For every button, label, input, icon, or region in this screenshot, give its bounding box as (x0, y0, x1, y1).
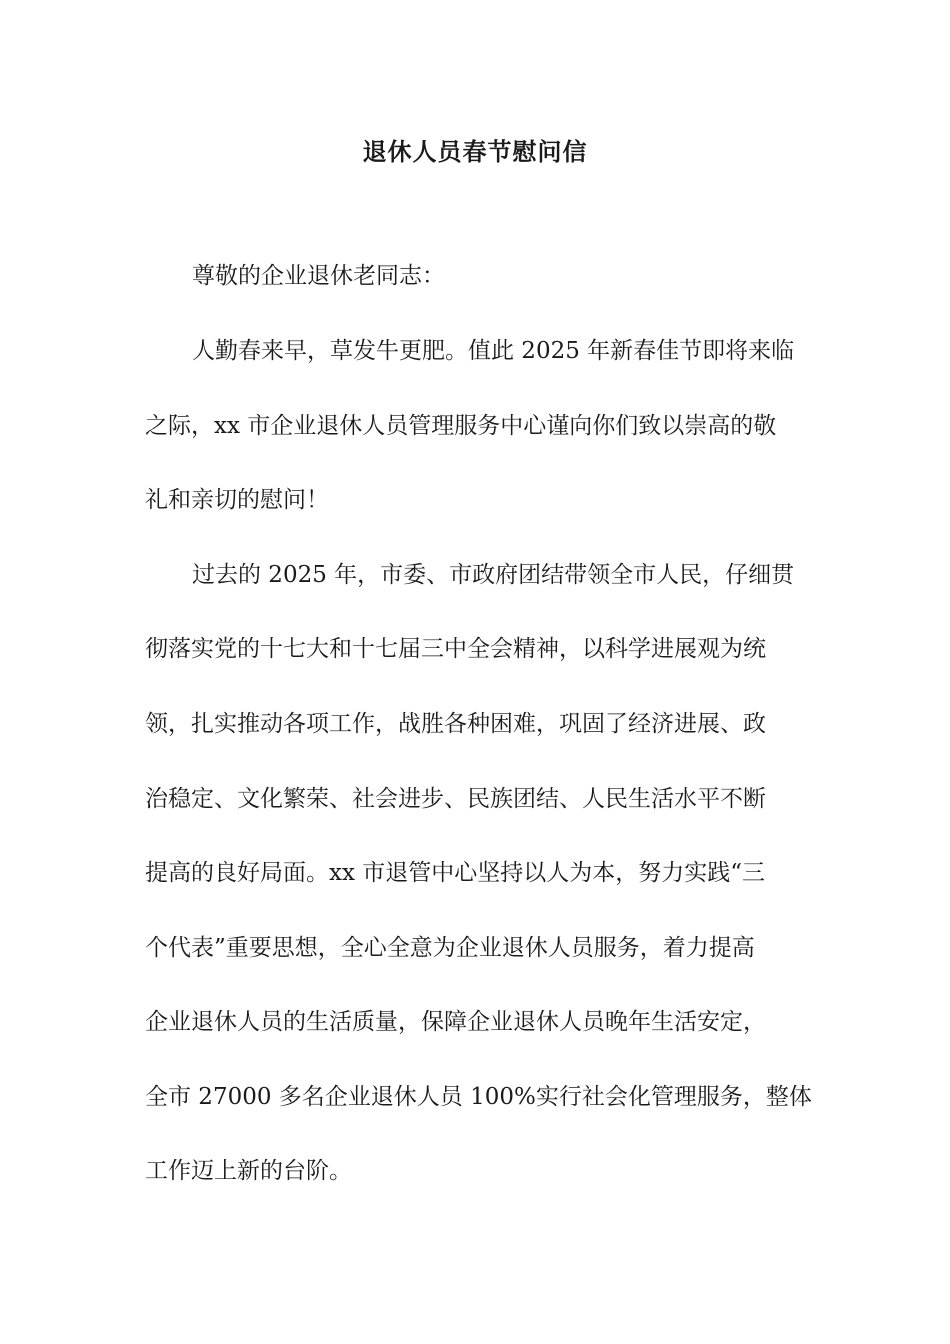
salutation-line: 尊敬的企业退休老同志： (192, 263, 445, 289)
paragraph-line: 企业退休人员的生活质量，保障企业退休人员晚年生活安定， (145, 1009, 766, 1035)
paragraph-line: 工作迈上新的台阶。 (145, 1158, 352, 1184)
letter-title: 退休人员春节慰问信 (362, 137, 588, 166)
paragraph-line: 彻落实党的十七大和十七届三中全会精神，以科学进展观为统 (145, 636, 766, 662)
paragraph-line: 治稳定、文化繁荣、社会进步、民族团结、人民生活水平不断 (145, 786, 766, 812)
paragraph-line: 人勤春来早，草发牛更肥。值此 2025 年新春佳节即将来临 (192, 338, 795, 364)
paragraph-line: 全市 27000 多名企业退休人员 100%实行社会化管理服务，整体 (145, 1084, 812, 1110)
paragraph-line: 过去的 2025 年，市委、市政府团结带领全市人民，仔细贯 (192, 562, 795, 588)
paragraph-line: 之际，xx 市企业退休人员管理服务中心谨向你们致以崇高的敬 (145, 413, 777, 439)
paragraph-line: 提高的良好局面。xx 市退管中心坚持以人为本，努力实践“三 (145, 860, 766, 886)
paragraph-line: 礼和亲切的慰问！ (145, 487, 329, 513)
paragraph-line: 个代表”重要思想，全心全意为企业退休人员服务，着力提高 (145, 935, 755, 961)
paragraph-line: 领，扎实推动各项工作，战胜各种困难，巩固了经济进展、政 (145, 711, 766, 737)
